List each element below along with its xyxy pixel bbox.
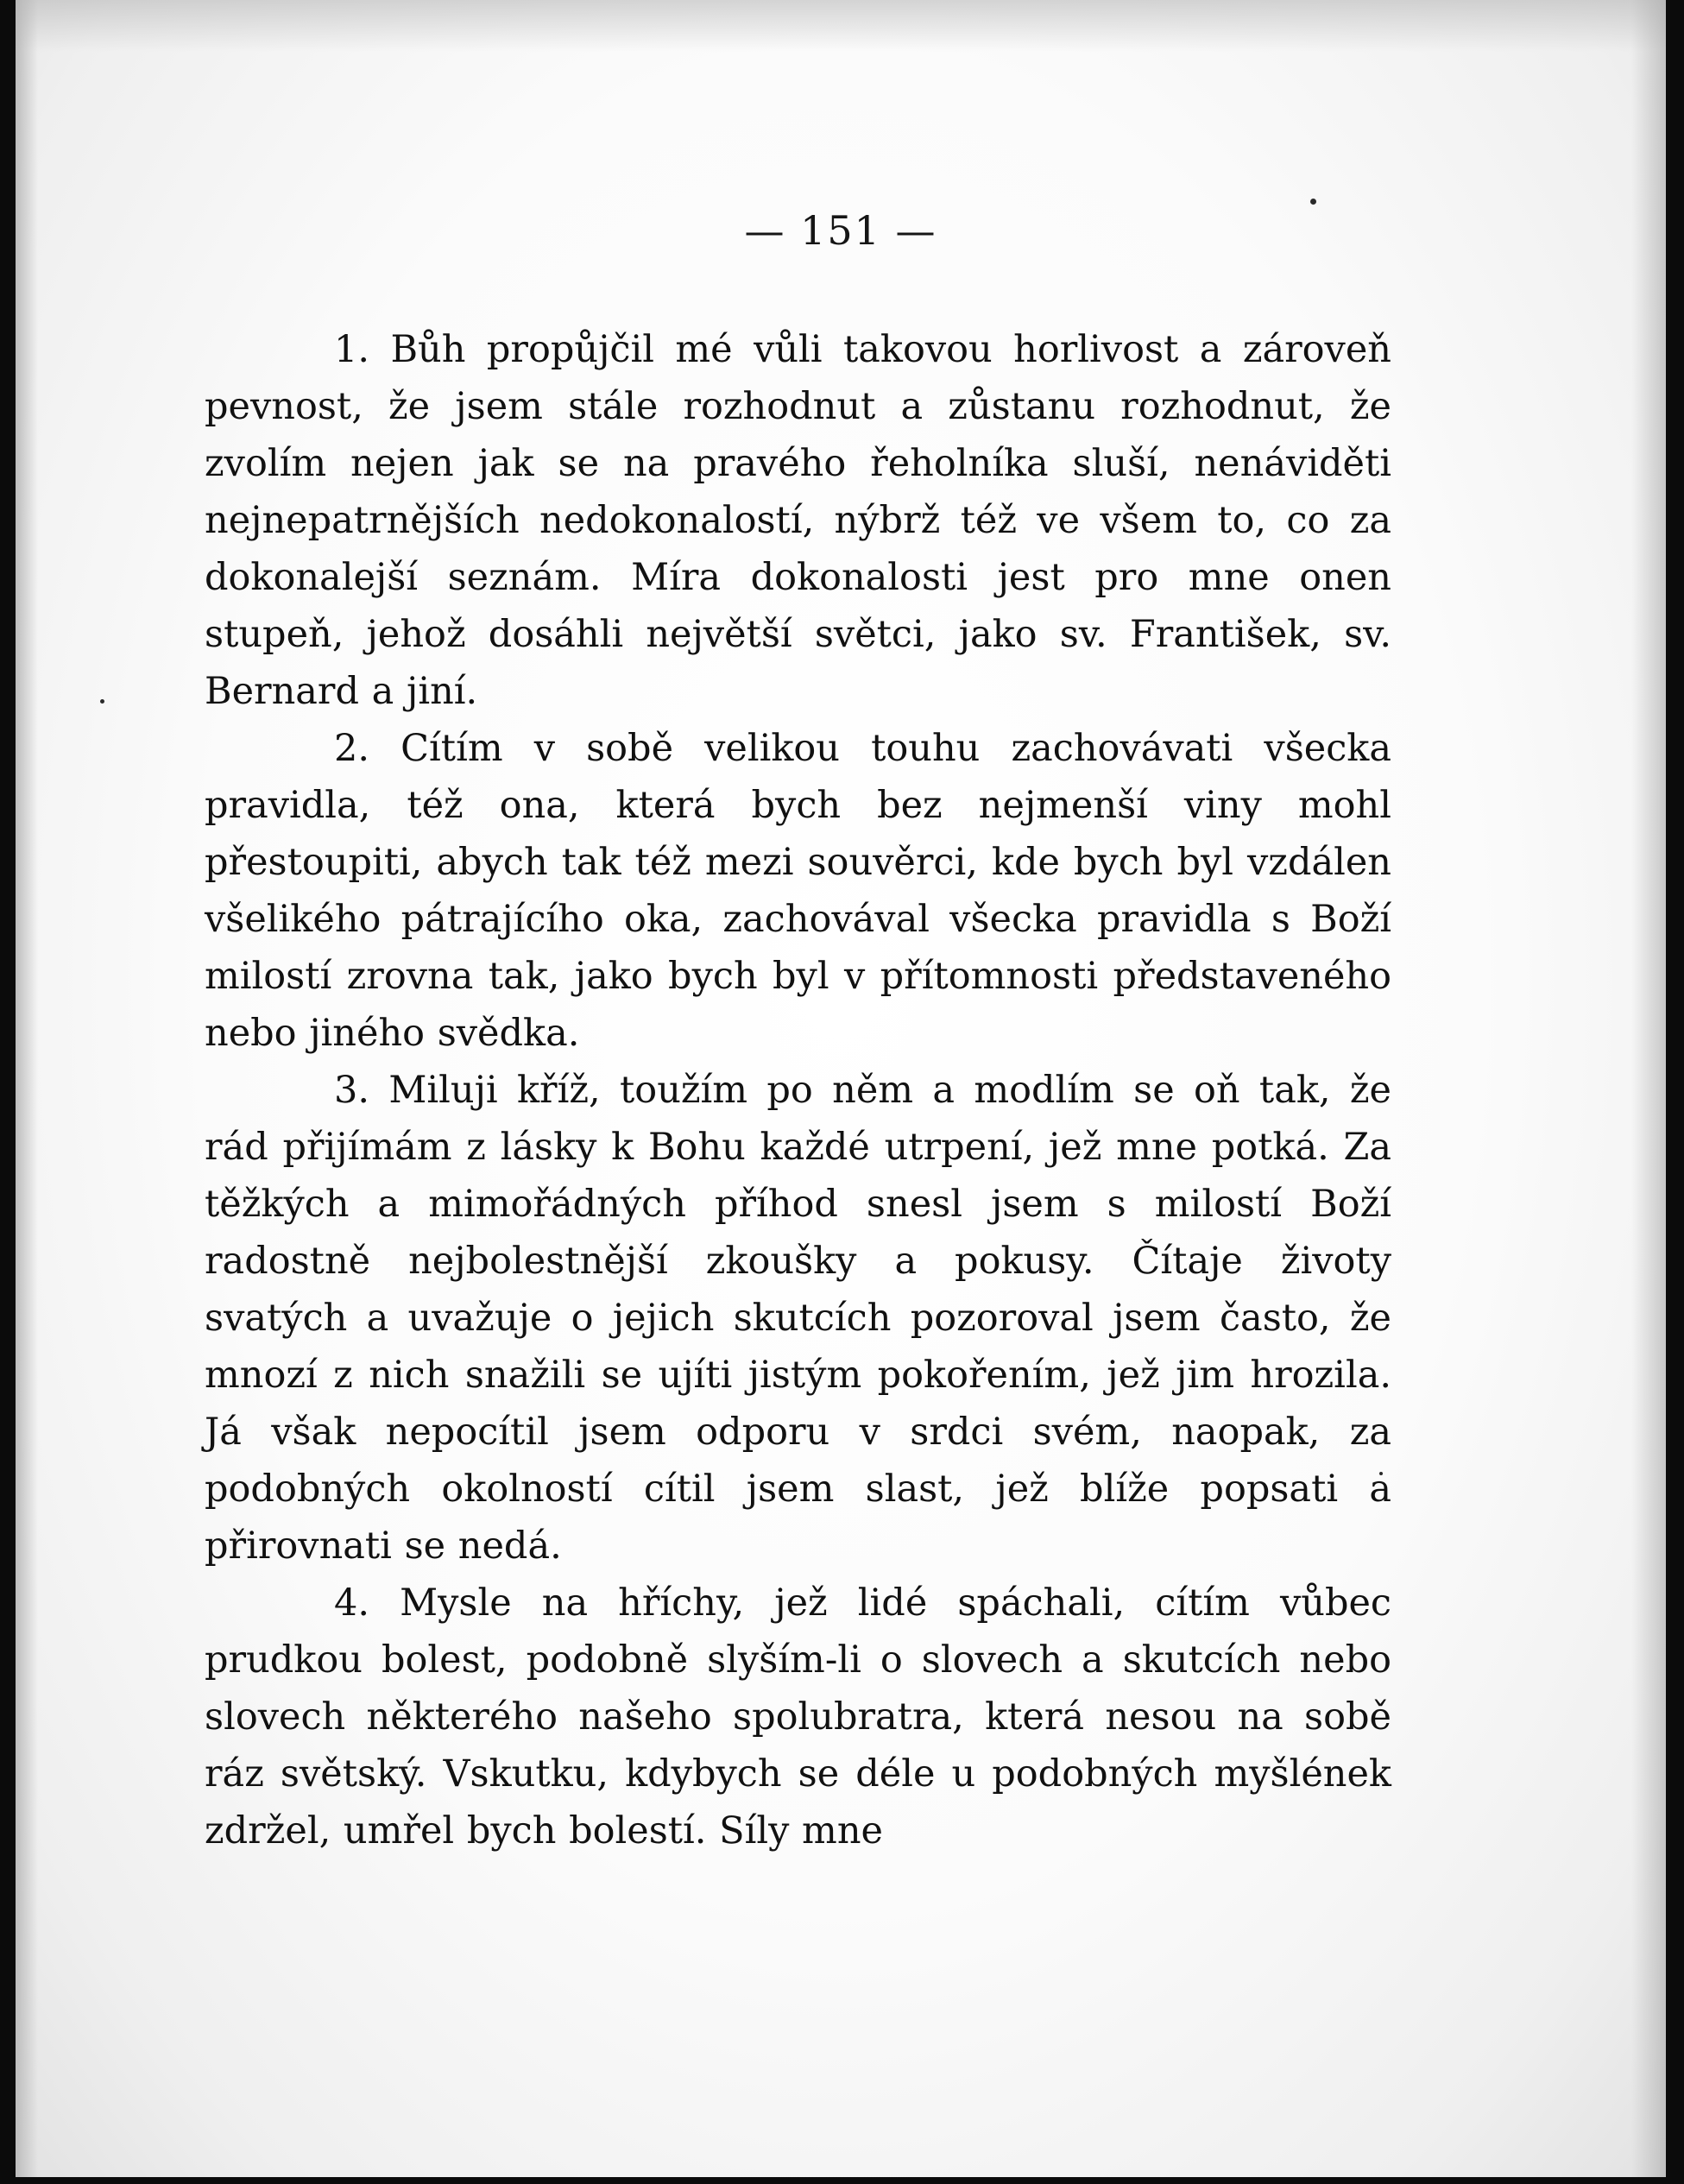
paper-speck xyxy=(1310,199,1316,205)
page-edge-shadow-top xyxy=(16,0,1666,52)
paper-speck xyxy=(100,699,104,704)
paragraph-2: 2. Cítím v sobě velikou touhu zachovávati všecka pravidla, též ona, která bych bez nejmenší viny mohl přestoupiti, abych tak též mezi souvěrci, kde bych byl vzdálen všelikého pátrajícího oka, zachovával všecka pravidla s Boží milostí zrovna tak, jako bych byl v přítomnosti představeného nebo jiného svědka. xyxy=(205,727,1391,1055)
paragraph-4: 4. Mysle na hříchy, jež lidé spáchali, cítím vůbec prudkou bolest, podobně slyším-li o slovech a skutcích nebo slovech některého našeho spolubratra, která nesou na sobě ráz světský. Vskutku, kdybych se déle u podobných myšlének zdržel, umřel bych bolestí. Síly mne xyxy=(205,1581,1391,1853)
paragraph-3: 3. Miluji kříž, toužím po něm a modlím se oň tak, že rád přijímám z lásky k Bohu každé utrpení, jež mne potká. Za těžkých a mimořádných příhod snesl jsem s milostí Boží radostně nejbolestnější zkoušky a pokusy. Čítaje životy svatých a uvažuje o jejich skutcích pozoroval jsem často, že mnozí z nich snažili se ujíti jistým pokořením, jež jim hrozila. Já však nepocítil jsem odporu v srdci svém, naopak, za podobných okolností cítil jsem slast, jež blíže popsati a přirovnati se nedá. xyxy=(205,1069,1391,1568)
page-edge-shadow-left xyxy=(16,0,38,2177)
page-number: — 151 — xyxy=(744,207,937,254)
paragraph-1: 1. Bůh propůjčil mé vůli takovou horlivost a zároveň pevnost, že jsem stále rozhodnut a zůstanu rozhodnut, že zvolím nejen jak se na pravého řeholníka sluší, nenáviděti nejnepatrnějších nedokonalostí, nýbrž též ve všem to, co za dokonalejší seznám. Míra dokonalosti jest pro mne onen stupeň, jehož dosáhli největší světci, jako sv. František, sv. Bernard a jiní. xyxy=(205,328,1391,713)
page-edge-shadow-right xyxy=(1631,0,1666,2177)
body-text xyxy=(205,321,1391,1859)
book-page xyxy=(16,0,1666,2177)
